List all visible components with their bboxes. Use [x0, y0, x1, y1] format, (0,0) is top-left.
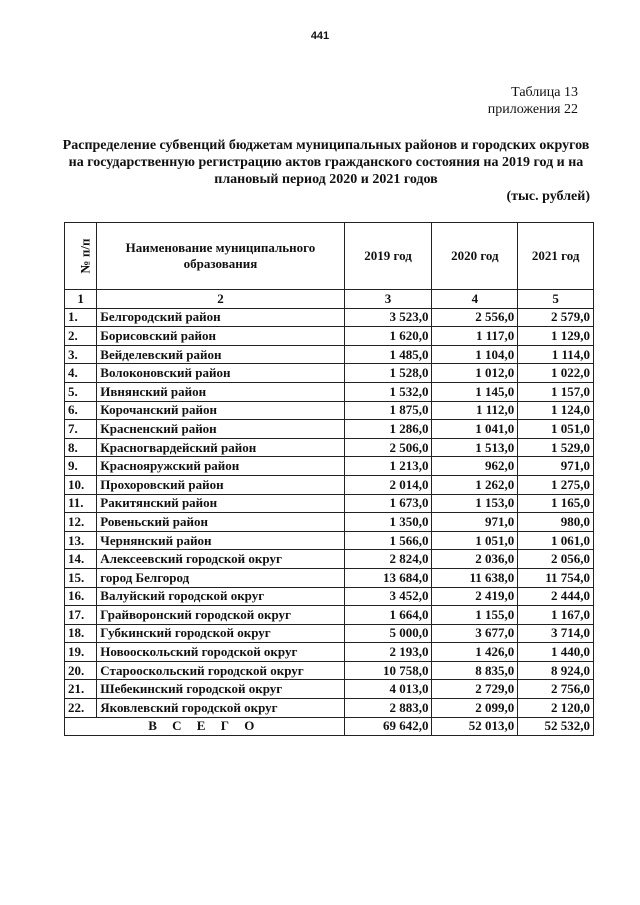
value-2021: 2 056,0 [518, 550, 594, 569]
value-2019: 1 620,0 [344, 327, 432, 346]
value-2020: 962,0 [432, 457, 518, 476]
row-number: 5. [65, 382, 97, 401]
municipality-name: Краснояружский район [97, 457, 344, 476]
row-number: 8. [65, 438, 97, 457]
row-number: 21. [65, 680, 97, 699]
value-2021: 1 129,0 [518, 327, 594, 346]
units-note: (тыс. рублей) [506, 189, 590, 204]
row-number: 12. [65, 513, 97, 532]
table-row [65, 457, 594, 476]
value-2019: 1 286,0 [344, 420, 432, 439]
municipality-name: Шебекинский городской округ [97, 680, 344, 699]
table-row [65, 327, 594, 346]
table-row [65, 680, 594, 699]
row-number: 14. [65, 550, 97, 569]
table-row [65, 364, 594, 383]
value-2020: 8 835,0 [432, 661, 518, 680]
table-row [65, 382, 594, 401]
value-2021: 971,0 [518, 457, 594, 476]
value-2021: 1 124,0 [518, 401, 594, 420]
header-row [65, 223, 594, 290]
value-2021: 3 714,0 [518, 624, 594, 643]
value-2020: 2 556,0 [432, 308, 518, 327]
appendix-reference [488, 84, 578, 118]
total-2020: 52 013,0 [432, 717, 518, 736]
row-number: 10. [65, 475, 97, 494]
table-row [65, 494, 594, 513]
table-row [65, 531, 594, 550]
municipality-name: Новооскольский городской округ [97, 643, 344, 662]
table-row [65, 420, 594, 439]
value-2020: 971,0 [432, 513, 518, 532]
row-number: 7. [65, 420, 97, 439]
value-2019: 13 684,0 [344, 568, 432, 587]
value-2020: 3 677,0 [432, 624, 518, 643]
municipality-name: Старооскольский городской округ [97, 661, 344, 680]
municipality-name: Вейделевский район [97, 345, 344, 364]
value-2020: 2 419,0 [432, 587, 518, 606]
municipality-name: Ровеньский район [97, 513, 344, 532]
value-2020: 1 051,0 [432, 531, 518, 550]
value-2020: 1 513,0 [432, 438, 518, 457]
municipality-name: Валуйский городской округ [97, 587, 344, 606]
value-2020: 1 155,0 [432, 606, 518, 625]
value-2021: 11 754,0 [518, 568, 594, 587]
value-2021: 1 114,0 [518, 345, 594, 364]
table-row [65, 606, 594, 625]
value-2020: 1 041,0 [432, 420, 518, 439]
value-2020: 1 426,0 [432, 643, 518, 662]
row-number: 11. [65, 494, 97, 513]
header-2019: 2019 год [344, 223, 432, 290]
total-2021: 52 532,0 [518, 717, 594, 736]
municipality-name: Алексеевский городской округ [97, 550, 344, 569]
value-2019: 2 014,0 [344, 475, 432, 494]
table-label: Таблица 13 [511, 85, 578, 100]
value-2021: 1 529,0 [518, 438, 594, 457]
table-row [65, 401, 594, 420]
header-2020: 2020 год [432, 223, 518, 290]
value-2019: 1 532,0 [344, 382, 432, 401]
value-2019: 1 350,0 [344, 513, 432, 532]
column-index: 5 [518, 290, 594, 309]
value-2019: 1 485,0 [344, 345, 432, 364]
row-number: 17. [65, 606, 97, 625]
column-index: 1 [65, 290, 97, 309]
value-2021: 1 165,0 [518, 494, 594, 513]
row-number: 4. [65, 364, 97, 383]
value-2020: 1 112,0 [432, 401, 518, 420]
table-row [65, 624, 594, 643]
value-2019: 1 528,0 [344, 364, 432, 383]
value-2020: 2 036,0 [432, 550, 518, 569]
value-2019: 1 566,0 [344, 531, 432, 550]
value-2021: 1 157,0 [518, 382, 594, 401]
value-2019: 1 673,0 [344, 494, 432, 513]
value-2021: 1 440,0 [518, 643, 594, 662]
value-2021: 1 061,0 [518, 531, 594, 550]
table-row [65, 475, 594, 494]
municipality-name: Грайворонский городской округ [97, 606, 344, 625]
total-label: В С Е Г О [65, 717, 345, 736]
municipality-name: Красненский район [97, 420, 344, 439]
value-2021: 2 579,0 [518, 308, 594, 327]
value-2021: 980,0 [518, 513, 594, 532]
value-2019: 1 213,0 [344, 457, 432, 476]
value-2021: 1 051,0 [518, 420, 594, 439]
subsidy-table [64, 222, 594, 736]
row-number: 1. [65, 308, 97, 327]
municipality-name: Яковлевский городской округ [97, 699, 344, 718]
municipality-name: Волоконовский район [97, 364, 344, 383]
value-2020: 1 145,0 [432, 382, 518, 401]
column-index: 4 [432, 290, 518, 309]
value-2019: 4 013,0 [344, 680, 432, 699]
value-2019: 2 824,0 [344, 550, 432, 569]
municipality-name: Борисовский район [97, 327, 344, 346]
value-2021: 2 120,0 [518, 699, 594, 718]
row-number: 22. [65, 699, 97, 718]
table-row [65, 345, 594, 364]
table-row [65, 550, 594, 569]
value-2019: 2 506,0 [344, 438, 432, 457]
row-number: 2. [65, 327, 97, 346]
value-2021: 1 167,0 [518, 606, 594, 625]
municipality-name: Корочанский район [97, 401, 344, 420]
value-2020: 2 099,0 [432, 699, 518, 718]
value-2020: 1 117,0 [432, 327, 518, 346]
header-2021: 2021 год [518, 223, 594, 290]
municipality-name: Чернянский район [97, 531, 344, 550]
value-2019: 3 523,0 [344, 308, 432, 327]
table-row [65, 643, 594, 662]
row-number: 20. [65, 661, 97, 680]
table-row [65, 438, 594, 457]
row-number: 6. [65, 401, 97, 420]
table-row [65, 661, 594, 680]
municipality-name: Ивнянский район [97, 382, 344, 401]
municipality-name: Прохоровский район [97, 475, 344, 494]
header-num-label: № п/п [77, 238, 93, 274]
value-2019: 5 000,0 [344, 624, 432, 643]
municipality-name: город Белгород [97, 568, 344, 587]
table-row [65, 308, 594, 327]
header-name: Наименование муниципального образования [97, 223, 344, 290]
value-2019: 2 883,0 [344, 699, 432, 718]
value-2020: 1 012,0 [432, 364, 518, 383]
page-number: 441 [310, 30, 330, 42]
municipality-name: Губкинский городской округ [97, 624, 344, 643]
table-row [65, 699, 594, 718]
column-index-row [65, 290, 594, 309]
municipality-name: Красногвардейский район [97, 438, 344, 457]
row-number: 15. [65, 568, 97, 587]
row-number: 13. [65, 531, 97, 550]
value-2020: 1 262,0 [432, 475, 518, 494]
value-2020: 1 153,0 [432, 494, 518, 513]
value-2019: 2 193,0 [344, 643, 432, 662]
value-2020: 11 638,0 [432, 568, 518, 587]
value-2021: 2 756,0 [518, 680, 594, 699]
municipality-name: Белгородский район [97, 308, 344, 327]
header-num [65, 223, 97, 290]
municipality-name: Ракитянский район [97, 494, 344, 513]
row-number: 18. [65, 624, 97, 643]
value-2021: 1 022,0 [518, 364, 594, 383]
value-2021: 2 444,0 [518, 587, 594, 606]
appendix-label: приложения 22 [487, 102, 578, 117]
table-row [65, 513, 594, 532]
table-row [65, 568, 594, 587]
total-2019: 69 642,0 [344, 717, 432, 736]
value-2019: 10 758,0 [344, 661, 432, 680]
value-2021: 8 924,0 [518, 661, 594, 680]
document-title: Распределение субвенций бюджетам муниципальных районов и городских округов на государственную регистрацию актов гражданского состояния на 2019 год и на плановый период 2020 и 2021 годов [62, 138, 590, 187]
column-index: 3 [344, 290, 432, 309]
total-row [65, 717, 594, 736]
value-2020: 2 729,0 [432, 680, 518, 699]
value-2021: 1 275,0 [518, 475, 594, 494]
row-number: 9. [65, 457, 97, 476]
table-row [65, 587, 594, 606]
row-number: 16. [65, 587, 97, 606]
column-index: 2 [97, 290, 344, 309]
value-2019: 3 452,0 [344, 587, 432, 606]
value-2019: 1 875,0 [344, 401, 432, 420]
value-2020: 1 104,0 [432, 345, 518, 364]
value-2019: 1 664,0 [344, 606, 432, 625]
row-number: 19. [65, 643, 97, 662]
row-number: 3. [65, 345, 97, 364]
